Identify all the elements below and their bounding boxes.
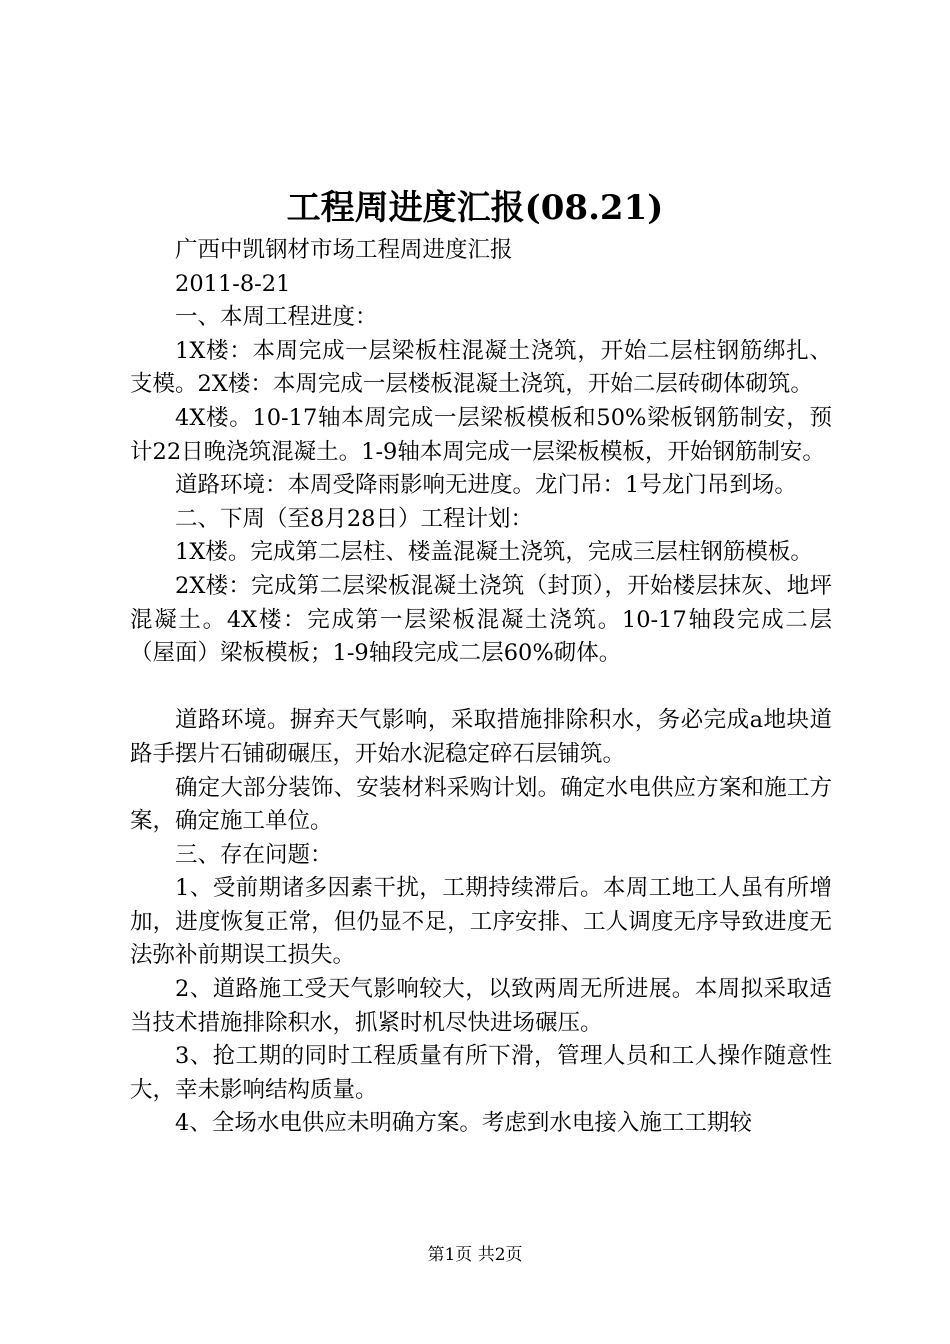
paragraph: 1、受前期诸多因素干扰，工期持续滞后。本周工地工人虽有所增加，进度恢复正常，但仍显不足，工序安排、工人调度无序导致进度无法弥补前期误工损失。	[130, 875, 832, 969]
paragraph: 1X楼：本周完成一层梁板柱混凝土浇筑，开始二层柱钢筋绑扎、支模。2X楼：本周完成一层楼板混凝土浇筑，开始二层砖砌体砌筑。	[130, 337, 832, 398]
paragraph: 3、抢工期的同时工程质量有所下滑，管理人员和工人操作随意性大，幸未影响结构质量。	[130, 1043, 832, 1103]
section-heading-3: 三、存在问题：	[175, 841, 333, 868]
paragraph: 4X楼。10-17轴本周完成一层梁板模板和50%梁板钢筋制安，预计22日晚浇筑混凝土。1-9轴本周完成一层梁板模板，开始钢筋制安。	[130, 404, 832, 465]
document-title: 工程周进度汇报(08.21)	[286, 188, 664, 228]
section-heading-1: 一、本周工程进度：	[175, 304, 378, 331]
page-number-footer: 第1页 共2页	[427, 1245, 523, 1265]
paragraph: 1X楼。完成第二层柱、楼盖混凝土浇筑，完成三层柱钢筋模板。	[175, 539, 813, 566]
paragraph: 4、全场水电供应未明确方案。考虑到水电接入施工工期较	[175, 1110, 752, 1137]
paragraph: 道路环境。摒弃天气影响，采取措施排除积水，务必完成a地块道路手摆片石铺砌碾压，开始水泥稳定碎石层铺筑。	[130, 707, 832, 767]
paragraph: 2、道路施工受天气影响较大，以致两周无所进展。本周拟采取适当技术措施排除积水，抓紧时机尽快进场碾压。	[130, 976, 832, 1036]
section-heading-2: 二、下周（至8月28日）工程计划：	[175, 505, 533, 532]
paragraph: 确定大部分装饰、安装材料采购计划。确定水电供应方案和施工方案，确定施工单位。	[130, 774, 832, 835]
paragraph: 2X楼：完成第二层梁板混凝土浇筑（封顶），开始楼层抹灰、地坪混凝土。4X楼：完成第一层梁板混凝土浇筑。10-17轴段完成二层（屋面）梁板模板；1-9轴段完成二层60%砌体。	[130, 572, 832, 667]
paragraph: 道路环境：本周受降雨影响无进度。龙门吊：1号龙门吊到场。	[175, 472, 797, 499]
paragraph-date: 2011-8-21	[175, 270, 291, 297]
document-body	[130, 234, 832, 1141]
paragraph-subtitle: 广西中凯钢材市场工程周进度汇报	[175, 237, 513, 263]
